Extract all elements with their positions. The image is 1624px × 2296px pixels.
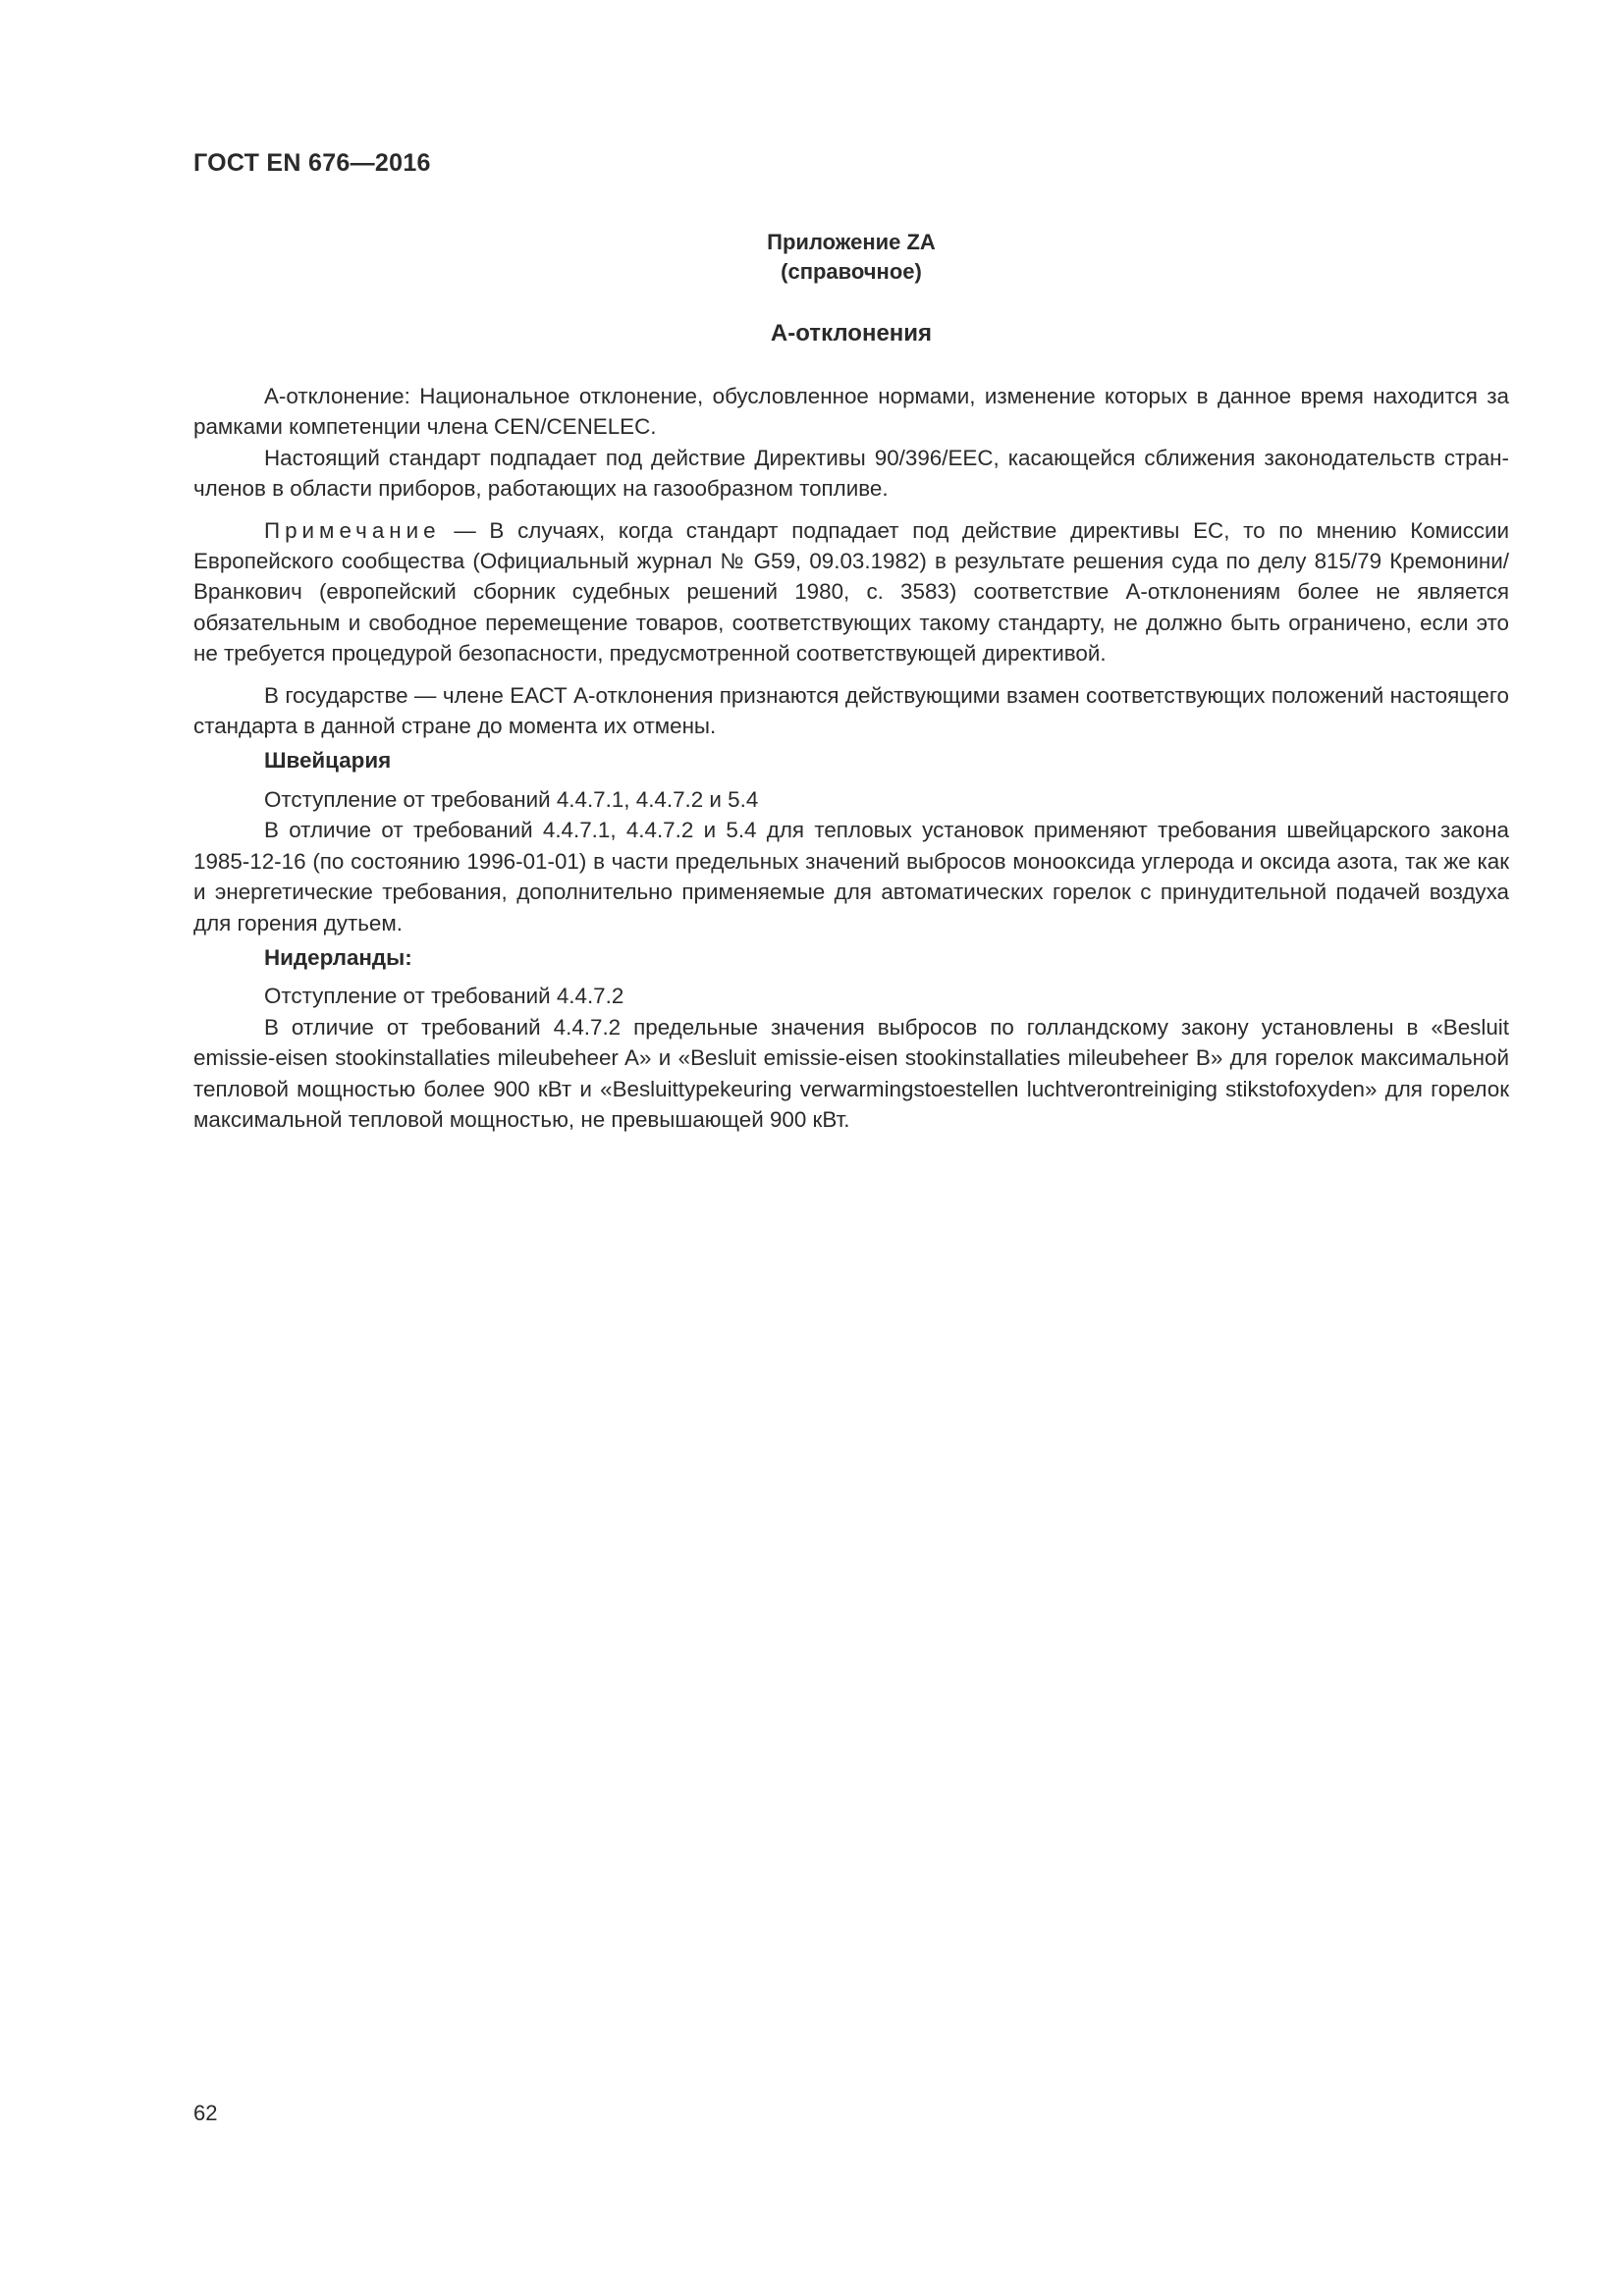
paragraph-definition: А-отклонение: Национальное отклонение, обусловленное нормами, изменение которых в данное время находится за рамками компетенции члена CEN/CENELEC. — [193, 384, 1509, 440]
switzerland-deviation: Отступление от требований 4.4.7.1, 4.4.7.2 и 5.4 — [264, 786, 759, 812]
note-text: — В случаях, когда стандарт подпадает под действие директивы ЕС, то по мнению Комиссии Европейского сообщества (Официальный журнал № G59, 09.03.1982) в результате решения суда по делу 815/79 Кремонини/Вранкович (европейский сборник судебных решений 1980, с. 3583) соответствие А-отклонениям более не является обязательным и свободное перемещение товаров, соответствующих такому стандарту, не должно быть ограничено, если это не требуется процедурой безопасности, предусмотренной соответствующей директивой. — [193, 517, 1509, 667]
netherlands-deviation: Отступление от требований 4.4.7.2 — [264, 984, 624, 1009]
netherlands-text: В отличие от требований 4.4.7.2 предельные значения выбросов по голландскому закону установлены в «Besluit emissie-eisen stookinstallaties mileubeheer A» и «Besluit emissie-eisen stookinstallaties mileubeheer B» для горелок максимальной тепловой мощностью более 900 кВт и «Besluittypekeuring verwarmingstoestellen luchtverontreiniging stikstofoxyden» для горелок максимальной тепловой мощностью, не превышающей 900 кВт. — [193, 1014, 1509, 1132]
section-title: А-отклонения — [770, 320, 933, 347]
paragraph-efta: В государстве — члене ЕАСТ А-отклонения признаются действующими взамен соответствующих положений настоящего стандарта в данной стране до момента их отмены. — [193, 682, 1509, 739]
switzerland-text: В отличие от требований 4.4.7.1, 4.4.7.2 и 5.4 для тепловых установок применяют требования швейцарского закона 1985-12-16 (по состоянию 1996-01-01) в части предельных значений выбросов монооксида углерода и оксида азота, так же как и энергетические требования, дополнительно применяемые для автоматических горелок с принудительной подачей воздуха для горения дутьем. — [193, 818, 1509, 935]
country-heading-switzerland: Швейцария — [264, 748, 392, 774]
annex-subtitle: (справочное) — [781, 259, 922, 284]
annex-title: Приложение ZA — [767, 230, 936, 254]
document-header: ГОСТ EN 676—2016 — [193, 149, 431, 177]
annex-heading — [193, 228, 1509, 287]
note-paragraph — [193, 515, 1509, 669]
document-body — [193, 381, 1509, 1135]
country-heading-netherlands: Нидерланды: — [264, 944, 412, 970]
note-label: Примечание — [264, 517, 441, 543]
page-number: 62 — [193, 2101, 218, 2125]
paragraph-directive: Настоящий стандарт подпадает под действие Директивы 90/396/ЕЕС, касающейся сближения законодательств стран-членов в области приборов, работающих на газообразном топливе. — [193, 445, 1509, 502]
